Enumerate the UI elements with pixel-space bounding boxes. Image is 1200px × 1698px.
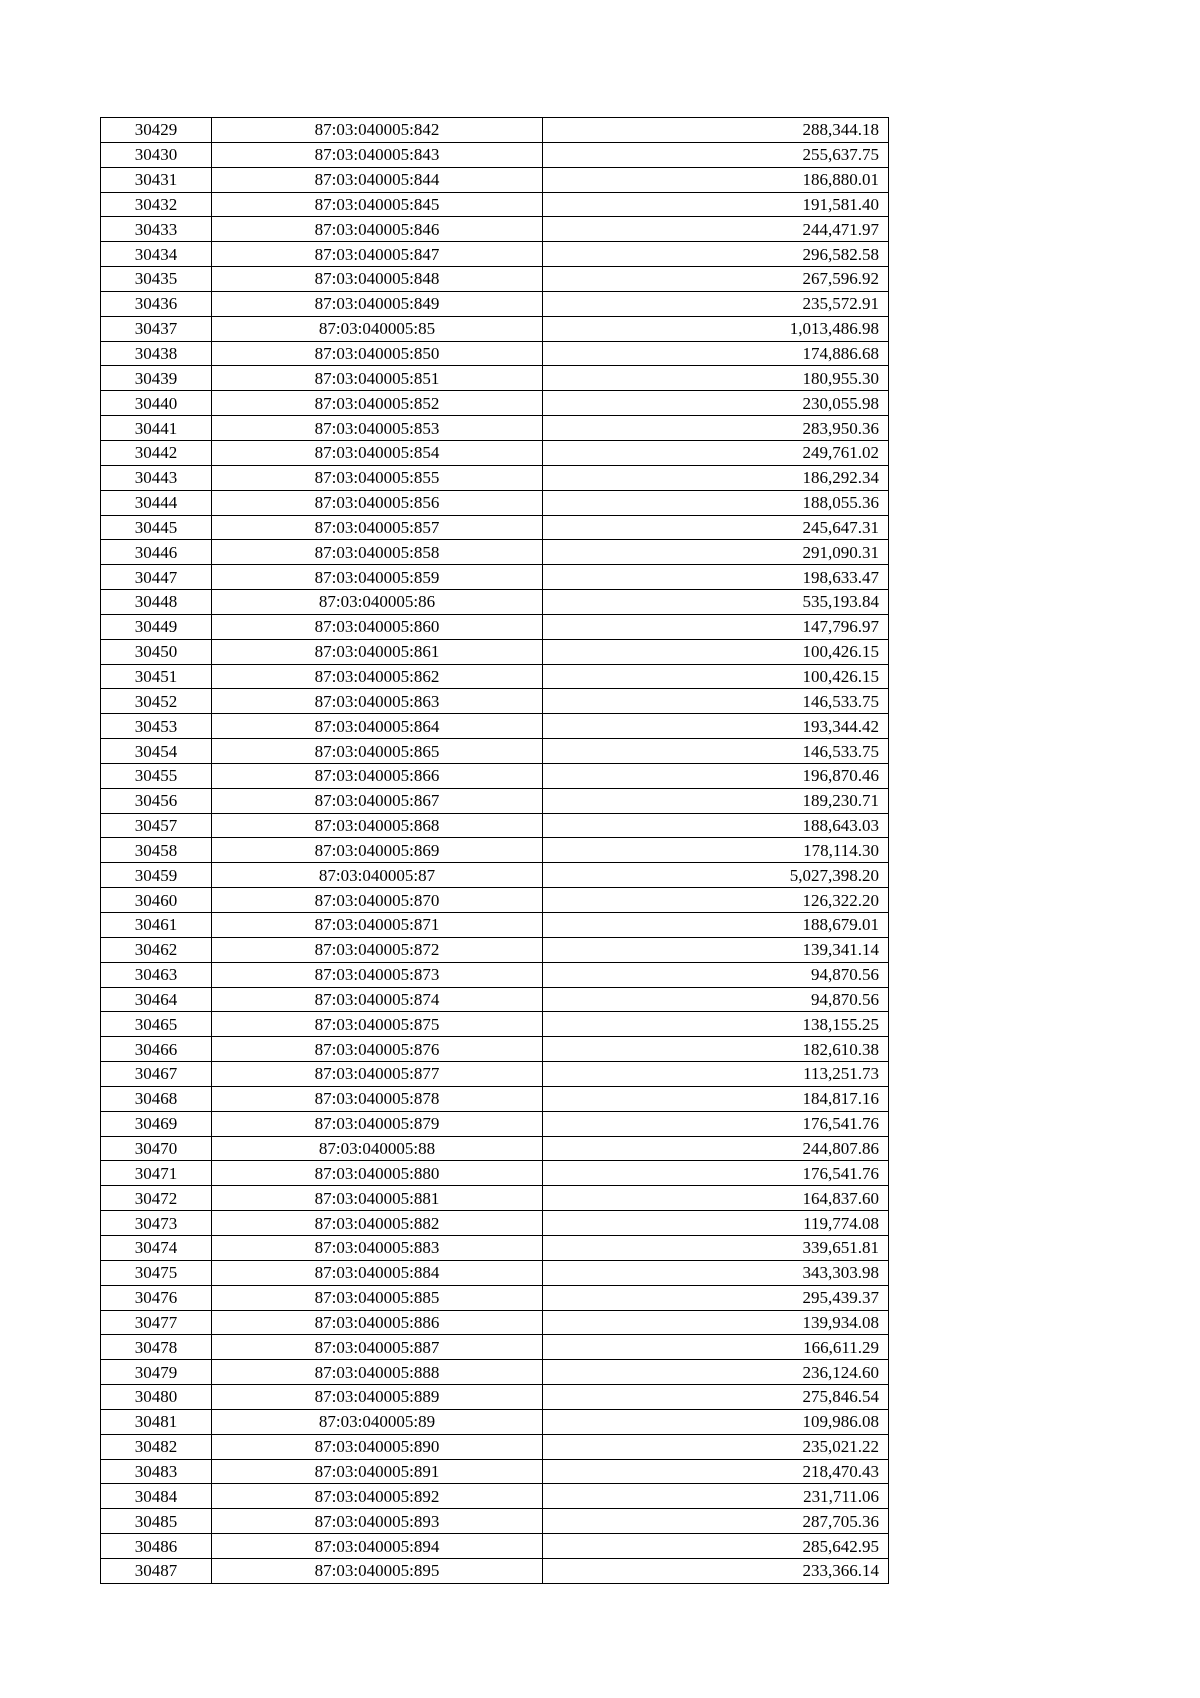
table-row [101, 813, 889, 838]
table-row [101, 391, 889, 416]
cadastral-value-cell: 245,647.31 [543, 515, 889, 540]
cadastral-number-cell: 87:03:040005:887 [212, 1335, 543, 1360]
cadastral-number-cell: 87:03:040005:845 [212, 192, 543, 217]
cadastral-number-cell: 87:03:040005:869 [212, 838, 543, 863]
cadastral-number-cell: 87:03:040005:856 [212, 490, 543, 515]
row-number-cell: 30483 [101, 1459, 212, 1484]
table-row [101, 440, 889, 465]
cadastral-number-cell: 87:03:040005:884 [212, 1260, 543, 1285]
table-row [101, 142, 889, 167]
cadastral-number-cell: 87:03:040005:87 [212, 863, 543, 888]
cadastral-number-cell: 87:03:040005:880 [212, 1161, 543, 1186]
table-row [101, 788, 889, 813]
cadastral-value-cell: 180,955.30 [543, 366, 889, 391]
row-number-cell: 30465 [101, 1012, 212, 1037]
row-number-cell: 30462 [101, 937, 212, 962]
cadastral-value-cell: 193,344.42 [543, 714, 889, 739]
table-row [101, 1037, 889, 1062]
cadastral-number-cell: 87:03:040005:871 [212, 913, 543, 938]
row-number-cell: 30452 [101, 689, 212, 714]
cadastral-number-cell: 87:03:040005:85 [212, 316, 543, 341]
cadastral-number-cell: 87:03:040005:863 [212, 689, 543, 714]
cadastral-value-cell: 186,292.34 [543, 465, 889, 490]
row-number-cell: 30467 [101, 1062, 212, 1087]
cadastral-number-cell: 87:03:040005:866 [212, 763, 543, 788]
cadastral-value-cell: 113,251.73 [543, 1062, 889, 1087]
cadastral-number-cell: 87:03:040005:874 [212, 987, 543, 1012]
cadastral-value-cell: 94,870.56 [543, 987, 889, 1012]
row-number-cell: 30466 [101, 1037, 212, 1062]
table-row [101, 913, 889, 938]
row-number-cell: 30430 [101, 142, 212, 167]
table-row [101, 192, 889, 217]
cadastral-value-cell: 255,637.75 [543, 142, 889, 167]
cadastral-number-cell: 87:03:040005:861 [212, 639, 543, 664]
cadastral-number-cell: 87:03:040005:875 [212, 1012, 543, 1037]
row-number-cell: 30460 [101, 888, 212, 913]
row-number-cell: 30436 [101, 291, 212, 316]
row-number-cell: 30464 [101, 987, 212, 1012]
row-number-cell: 30478 [101, 1335, 212, 1360]
table-row [101, 1534, 889, 1559]
row-number-cell: 30445 [101, 515, 212, 540]
table-row [101, 863, 889, 888]
cadastral-value-cell: 186,880.01 [543, 167, 889, 192]
row-number-cell: 30482 [101, 1434, 212, 1459]
cadastral-number-cell: 87:03:040005:893 [212, 1509, 543, 1534]
cadastral-number-cell: 87:03:040005:872 [212, 937, 543, 962]
cadastral-value-cell: 218,470.43 [543, 1459, 889, 1484]
cadastral-number-cell: 87:03:040005:850 [212, 341, 543, 366]
cadastral-number-cell: 87:03:040005:88 [212, 1136, 543, 1161]
row-number-cell: 30485 [101, 1509, 212, 1534]
cadastral-number-cell: 87:03:040005:89 [212, 1409, 543, 1434]
cadastral-number-cell: 87:03:040005:858 [212, 540, 543, 565]
cadastral-value-cell: 166,611.29 [543, 1335, 889, 1360]
row-number-cell: 30477 [101, 1310, 212, 1335]
table-row [101, 1484, 889, 1509]
cadastral-number-cell: 87:03:040005:859 [212, 565, 543, 590]
cadastral-value-cell: 249,761.02 [543, 440, 889, 465]
row-number-cell: 30457 [101, 813, 212, 838]
table-row [101, 614, 889, 639]
row-number-cell: 30479 [101, 1360, 212, 1385]
cadastral-value-cell: 188,679.01 [543, 913, 889, 938]
cadastral-number-cell: 87:03:040005:894 [212, 1534, 543, 1559]
cadastral-number-cell: 87:03:040005:881 [212, 1186, 543, 1211]
table-row [101, 291, 889, 316]
table-row [101, 1186, 889, 1211]
cadastral-value-cell: 184,817.16 [543, 1086, 889, 1111]
cadastral-number-cell: 87:03:040005:879 [212, 1111, 543, 1136]
row-number-cell: 30468 [101, 1086, 212, 1111]
row-number-cell: 30461 [101, 913, 212, 938]
cadastral-number-cell: 87:03:040005:868 [212, 813, 543, 838]
table-row [101, 1335, 889, 1360]
cadastral-value-cell: 244,807.86 [543, 1136, 889, 1161]
row-number-cell: 30458 [101, 838, 212, 863]
cadastral-value-cell: 291,090.31 [543, 540, 889, 565]
cadastral-number-cell: 87:03:040005:888 [212, 1360, 543, 1385]
table-row [101, 1509, 889, 1534]
table-row [101, 664, 889, 689]
cadastral-value-cell: 296,582.58 [543, 242, 889, 267]
table-body [101, 118, 889, 1584]
table-row [101, 167, 889, 192]
table-row [101, 490, 889, 515]
cadastral-number-cell: 87:03:040005:848 [212, 267, 543, 292]
cadastral-number-cell: 87:03:040005:857 [212, 515, 543, 540]
table-row [101, 1360, 889, 1385]
row-number-cell: 30444 [101, 490, 212, 515]
row-number-cell: 30463 [101, 962, 212, 987]
cadastral-value-cell: 275,846.54 [543, 1385, 889, 1410]
table-row [101, 1459, 889, 1484]
row-number-cell: 30475 [101, 1260, 212, 1285]
cadastral-number-cell: 87:03:040005:892 [212, 1484, 543, 1509]
cadastral-value-cell: 100,426.15 [543, 664, 889, 689]
row-number-cell: 30449 [101, 614, 212, 639]
cadastral-value-cell: 235,572.91 [543, 291, 889, 316]
cadastral-number-cell: 87:03:040005:883 [212, 1235, 543, 1260]
cadastral-value-cell: 147,796.97 [543, 614, 889, 639]
cadastral-value-cell: 188,055.36 [543, 490, 889, 515]
cadastral-value-cell: 182,610.38 [543, 1037, 889, 1062]
cadastral-value-cell: 231,711.06 [543, 1484, 889, 1509]
cadastral-number-cell: 87:03:040005:885 [212, 1285, 543, 1310]
table-row [101, 714, 889, 739]
cadastral-value-cell: 164,837.60 [543, 1186, 889, 1211]
table-row [101, 987, 889, 1012]
table-row [101, 515, 889, 540]
cadastral-value-cell: 230,055.98 [543, 391, 889, 416]
table-row [101, 1235, 889, 1260]
cadastral-value-cell: 236,124.60 [543, 1360, 889, 1385]
row-number-cell: 30472 [101, 1186, 212, 1211]
row-number-cell: 30435 [101, 267, 212, 292]
cadastral-number-cell: 87:03:040005:867 [212, 788, 543, 813]
cadastral-number-cell: 87:03:040005:842 [212, 118, 543, 143]
table-row [101, 1385, 889, 1410]
table-row [101, 1086, 889, 1111]
cadastral-number-cell: 87:03:040005:843 [212, 142, 543, 167]
row-number-cell: 30442 [101, 440, 212, 465]
cadastral-value-cell: 235,021.22 [543, 1434, 889, 1459]
cadastral-number-cell: 87:03:040005:86 [212, 590, 543, 615]
table-row [101, 1409, 889, 1434]
table-row [101, 888, 889, 913]
cadastral-value-cell: 176,541.76 [543, 1161, 889, 1186]
table-row [101, 242, 889, 267]
cadastral-value-cell: 146,533.75 [543, 689, 889, 714]
table-row [101, 937, 889, 962]
row-number-cell: 30470 [101, 1136, 212, 1161]
table-row [101, 341, 889, 366]
table-row [101, 1111, 889, 1136]
table-row [101, 1211, 889, 1236]
table-row [101, 217, 889, 242]
row-number-cell: 30429 [101, 118, 212, 143]
table-row [101, 1310, 889, 1335]
table-row [101, 1012, 889, 1037]
cadastral-number-cell: 87:03:040005:854 [212, 440, 543, 465]
row-number-cell: 30481 [101, 1409, 212, 1434]
table-row [101, 1558, 889, 1583]
row-number-cell: 30471 [101, 1161, 212, 1186]
cadastral-number-cell: 87:03:040005:882 [212, 1211, 543, 1236]
cadastral-value-cell: 295,439.37 [543, 1285, 889, 1310]
row-number-cell: 30446 [101, 540, 212, 565]
row-number-cell: 30476 [101, 1285, 212, 1310]
table-row [101, 1136, 889, 1161]
cadastral-number-cell: 87:03:040005:895 [212, 1558, 543, 1583]
table-row [101, 465, 889, 490]
cadastral-number-cell: 87:03:040005:886 [212, 1310, 543, 1335]
row-number-cell: 30431 [101, 167, 212, 192]
table-row [101, 1161, 889, 1186]
row-number-cell: 30484 [101, 1484, 212, 1509]
row-number-cell: 30456 [101, 788, 212, 813]
cadastral-number-cell: 87:03:040005:876 [212, 1037, 543, 1062]
cadastral-number-cell: 87:03:040005:870 [212, 888, 543, 913]
row-number-cell: 30441 [101, 416, 212, 441]
row-number-cell: 30438 [101, 341, 212, 366]
row-number-cell: 30440 [101, 391, 212, 416]
table-row [101, 1434, 889, 1459]
row-number-cell: 30447 [101, 565, 212, 590]
table-row [101, 1285, 889, 1310]
table-row [101, 565, 889, 590]
row-number-cell: 30473 [101, 1211, 212, 1236]
row-number-cell: 30455 [101, 763, 212, 788]
cadastral-value-cell: 343,303.98 [543, 1260, 889, 1285]
cadastral-value-cell: 283,950.36 [543, 416, 889, 441]
cadastral-value-cell: 191,581.40 [543, 192, 889, 217]
row-number-cell: 30450 [101, 639, 212, 664]
row-number-cell: 30433 [101, 217, 212, 242]
cadastral-value-cell: 139,934.08 [543, 1310, 889, 1335]
cadastral-number-cell: 87:03:040005:873 [212, 962, 543, 987]
cadastral-value-cell: 189,230.71 [543, 788, 889, 813]
cadastral-number-cell: 87:03:040005:862 [212, 664, 543, 689]
table-row [101, 689, 889, 714]
table-row [101, 366, 889, 391]
table-row [101, 962, 889, 987]
cadastral-value-cell: 109,986.08 [543, 1409, 889, 1434]
cadastral-number-cell: 87:03:040005:847 [212, 242, 543, 267]
row-number-cell: 30453 [101, 714, 212, 739]
row-number-cell: 30487 [101, 1558, 212, 1583]
table-row [101, 639, 889, 664]
row-number-cell: 30439 [101, 366, 212, 391]
row-number-cell: 30480 [101, 1385, 212, 1410]
row-number-cell: 30451 [101, 664, 212, 689]
cadastral-value-cell: 267,596.92 [543, 267, 889, 292]
cadastral-value-cell: 100,426.15 [543, 639, 889, 664]
cadastral-number-cell: 87:03:040005:865 [212, 739, 543, 764]
cadastral-value-cell: 176,541.76 [543, 1111, 889, 1136]
cadastral-value-cell: 94,870.56 [543, 962, 889, 987]
table-row [101, 838, 889, 863]
row-number-cell: 30437 [101, 316, 212, 341]
cadastral-value-table [100, 117, 889, 1584]
row-number-cell: 30459 [101, 863, 212, 888]
cadastral-number-cell: 87:03:040005:891 [212, 1459, 543, 1484]
cadastral-number-cell: 87:03:040005:846 [212, 217, 543, 242]
table-row [101, 590, 889, 615]
table-row [101, 540, 889, 565]
cadastral-value-cell: 138,155.25 [543, 1012, 889, 1037]
table-row [101, 739, 889, 764]
table-row [101, 763, 889, 788]
cadastral-number-cell: 87:03:040005:864 [212, 714, 543, 739]
row-number-cell: 30474 [101, 1235, 212, 1260]
cadastral-number-cell: 87:03:040005:890 [212, 1434, 543, 1459]
row-number-cell: 30434 [101, 242, 212, 267]
cadastral-number-cell: 87:03:040005:844 [212, 167, 543, 192]
cadastral-value-cell: 196,870.46 [543, 763, 889, 788]
cadastral-number-cell: 87:03:040005:851 [212, 366, 543, 391]
cadastral-value-cell: 178,114.30 [543, 838, 889, 863]
table-row [101, 267, 889, 292]
cadastral-value-cell: 198,633.47 [543, 565, 889, 590]
cadastral-number-cell: 87:03:040005:889 [212, 1385, 543, 1410]
row-number-cell: 30432 [101, 192, 212, 217]
cadastral-number-cell: 87:03:040005:877 [212, 1062, 543, 1087]
cadastral-value-cell: 287,705.36 [543, 1509, 889, 1534]
cadastral-value-cell: 233,366.14 [543, 1558, 889, 1583]
table-row [101, 316, 889, 341]
cadastral-number-cell: 87:03:040005:878 [212, 1086, 543, 1111]
cadastral-value-cell: 139,341.14 [543, 937, 889, 962]
cadastral-number-cell: 87:03:040005:853 [212, 416, 543, 441]
cadastral-value-cell: 535,193.84 [543, 590, 889, 615]
cadastral-value-cell: 339,651.81 [543, 1235, 889, 1260]
cadastral-value-cell: 285,642.95 [543, 1534, 889, 1559]
cadastral-value-cell: 174,886.68 [543, 341, 889, 366]
cadastral-value-cell: 119,774.08 [543, 1211, 889, 1236]
cadastral-number-cell: 87:03:040005:852 [212, 391, 543, 416]
row-number-cell: 30443 [101, 465, 212, 490]
cadastral-number-cell: 87:03:040005:860 [212, 614, 543, 639]
cadastral-value-cell: 126,322.20 [543, 888, 889, 913]
cadastral-value-cell: 146,533.75 [543, 739, 889, 764]
cadastral-value-cell: 244,471.97 [543, 217, 889, 242]
table-row [101, 416, 889, 441]
cadastral-value-cell: 188,643.03 [543, 813, 889, 838]
cadastral-value-cell: 288,344.18 [543, 118, 889, 143]
table-row [101, 118, 889, 143]
table-row [101, 1260, 889, 1285]
row-number-cell: 30486 [101, 1534, 212, 1559]
cadastral-number-cell: 87:03:040005:849 [212, 291, 543, 316]
cadastral-number-cell: 87:03:040005:855 [212, 465, 543, 490]
row-number-cell: 30469 [101, 1111, 212, 1136]
cadastral-value-cell: 5,027,398.20 [543, 863, 889, 888]
row-number-cell: 30448 [101, 590, 212, 615]
row-number-cell: 30454 [101, 739, 212, 764]
table-row [101, 1062, 889, 1087]
cadastral-value-cell: 1,013,486.98 [543, 316, 889, 341]
